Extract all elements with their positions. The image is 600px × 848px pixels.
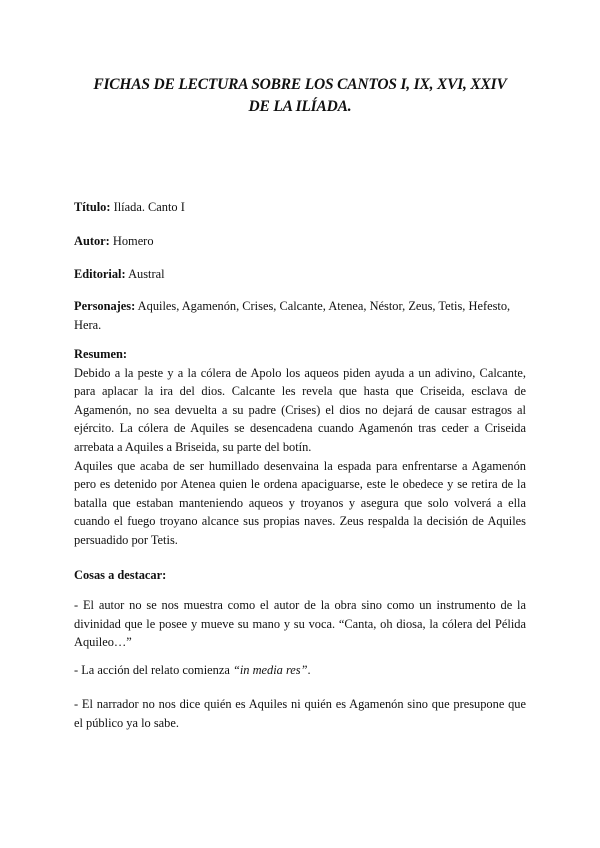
editorial-value: Austral — [128, 267, 165, 281]
item2-suffix: . — [307, 663, 311, 677]
resumen-section — [74, 345, 526, 550]
titulo-value: Ilíada. Canto I — [113, 200, 185, 214]
item2-prefix: - La acción del relato comienza — [74, 663, 233, 677]
editorial-label: Editorial: — [74, 267, 126, 281]
destacar-heading-text: Cosas a destacar: — [74, 568, 167, 582]
field-personajes — [74, 297, 526, 334]
title-line-1: FICHAS DE LECTURA SOBRE LOS CANTOS I, IX, XVI, XXIV — [93, 76, 507, 93]
resumen-paragraph-1: Debido a la peste y a la cólera de Apolo los aqueos piden ayuda a un adivino, Calcante, para aplacar la ira del dios. Calcante les revela que hasta que Criseida, esclava de Agamenón, no sea devuelta a su padre (Crises) el dios no dejará de causar estragos al ejército. La cólera de Aquiles se desencadena cuando Agamenón tras ceder a Criseida arrebata a Aquiles a Briseida, su parte del botín. — [74, 365, 526, 454]
destacar-item-1: - El autor no se nos muestra como el autor de la obra sino como un instrumento de la divinidad que le posee y mueve su mano y su voca. “Canta, oh diosa, la cólera del Pélida Aquileo…” — [74, 598, 526, 650]
resumen-paragraph-2: Aquiles que acaba de ser humillado desenvaina la espada para enfrentarse a Agamenón pero es detenido por Atenea quien le ordena apaciguarse, este le obedece y se retira de la batalla que estaban manteniendo aqueos y troyanos y asegura que solo volverá a ella cuando el fuego troyano alcance sus propias naves. Zeus respalda la decisión de Aquiles persuadido por Tetis. — [74, 458, 526, 547]
field-autor — [74, 232, 526, 251]
titulo-label: Título: — [74, 200, 111, 214]
autor-value: Homero — [112, 234, 154, 248]
item2-italic: “in media res” — [232, 663, 308, 677]
document-title — [60, 74, 540, 118]
resumen-heading: Resumen: — [74, 347, 127, 361]
personajes-value: Aquiles, Agamenón, Crises, Calcante, Atenea, Néstor, Zeus, Tetis, Hefesto, Hera. — [74, 299, 511, 332]
autor-label: Autor: — [74, 234, 110, 248]
field-titulo — [74, 198, 526, 217]
destacar-item-2 — [74, 661, 526, 680]
title-line-2: DE LA ILÍADA. — [248, 98, 352, 115]
personajes-label: Personajes: — [74, 299, 136, 313]
destacar-heading — [74, 566, 526, 585]
destacar-item-3: - El narrador no nos dice quién es Aquiles ni quién es Agamenón sino que presupone que el público ya lo sabe. — [74, 697, 526, 730]
field-editorial — [74, 265, 526, 284]
